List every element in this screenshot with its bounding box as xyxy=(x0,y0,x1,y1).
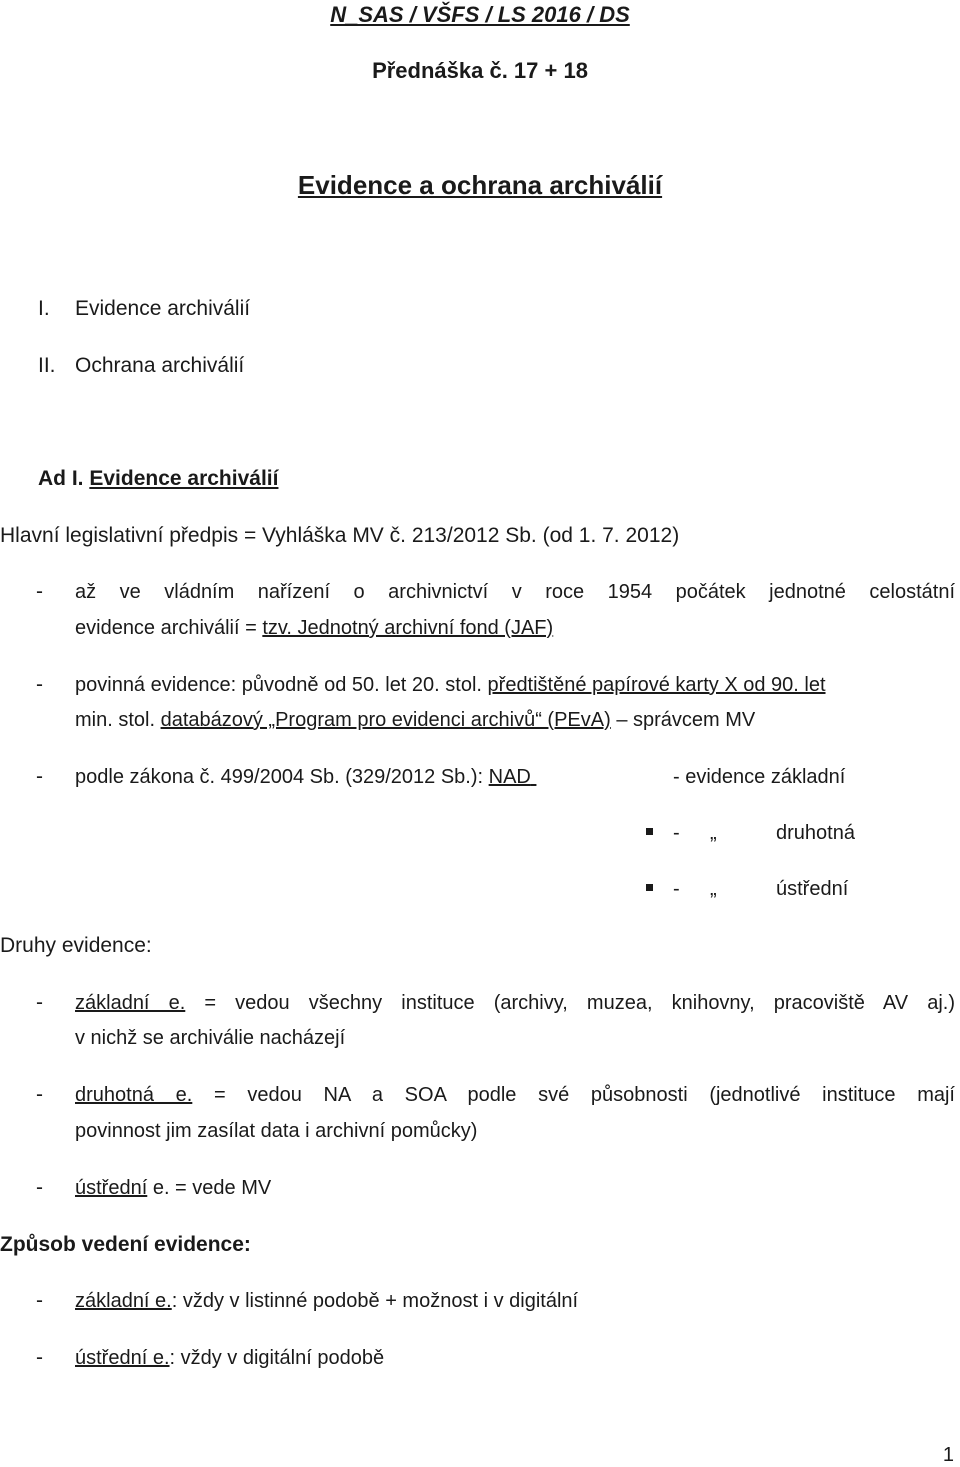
evidence-type-dash: - xyxy=(673,878,680,900)
bullet-dash: - xyxy=(36,765,43,788)
page-number: 1 xyxy=(942,1444,954,1466)
nad-underline-tail xyxy=(531,766,539,789)
item1-line2-prefix: evidence archiválií = xyxy=(75,617,263,639)
definition: = vedou NA a SOA podle své působnosti (jednotlivé instituce mají xyxy=(192,1084,955,1106)
evidence-type-row xyxy=(673,766,845,789)
evidence-type-dash: - xyxy=(673,766,680,788)
bullet-dash: - xyxy=(36,1346,43,1369)
square-bullet-icon xyxy=(646,828,653,835)
term: základní e. xyxy=(75,992,186,1014)
term: ústřední e. xyxy=(75,1347,170,1369)
section-heading-prefix: Ad I. xyxy=(38,467,84,490)
definition: : vždy v digitální podobě xyxy=(169,1347,385,1369)
lecture-number: Přednáška č. 17 + 18 xyxy=(372,58,588,83)
item2-line2 xyxy=(75,709,755,732)
nad-link[interactable]: NAD xyxy=(488,766,531,788)
course-header: N_SAS / VŠFS / LS 2016 / DS xyxy=(330,2,630,27)
definition: = vedou všechny instituce (archivy, muzea, knihovny, pracoviště AV aj.) xyxy=(185,992,955,1014)
section-heading-text: Evidence archiválií xyxy=(89,467,279,490)
preprinted-cards: předtištěné papírové karty X od 90. let xyxy=(487,674,826,696)
zpusob-heading: Způsob vedení evidence: xyxy=(0,1233,251,1256)
page-title: Evidence a ochrana archiválií xyxy=(297,170,663,200)
bullet-dash: - xyxy=(36,673,43,696)
square-bullet-icon xyxy=(646,884,653,891)
term: druhotná e. xyxy=(75,1084,193,1106)
item2-line2-prefix: min. stol. xyxy=(75,709,161,731)
evidence-type-label: druhotná xyxy=(776,822,855,844)
druhy-item-line1 xyxy=(75,1177,271,1200)
druhy-item-line1 xyxy=(75,992,955,1015)
bullet-dash: - xyxy=(36,991,43,1014)
outline-number: II. xyxy=(38,354,56,377)
outline-item: Evidence archiválií xyxy=(75,297,251,320)
druhy-heading: Druhy evidence: xyxy=(0,934,152,957)
evidence-type-label: ústřední xyxy=(776,878,849,900)
item2-line1-a: povinná evidence: původně od 50. let 20. stol. xyxy=(75,674,482,696)
bullet-dash: - xyxy=(36,1083,43,1106)
bullet-dash: - xyxy=(36,1176,43,1199)
legislation-line: Hlavní legislativní předpis = Vyhláška MV č. 213/2012 Sb. (od 1. 7. 2012) xyxy=(0,524,680,547)
evidence-type-label: evidence základní xyxy=(685,766,846,788)
ditto-mark: „ xyxy=(710,822,717,844)
item2-line2-suffix: – správcem MV xyxy=(610,709,756,731)
evidence-type-dash: - xyxy=(673,822,680,844)
druhy-item-line2: povinnost jim zasílat data i archivní pomůcky) xyxy=(75,1120,478,1142)
ditto-mark: „ xyxy=(710,878,717,900)
druhy-item-line2: v nichž se archiválie nacházejí xyxy=(75,1027,346,1049)
item3-text xyxy=(75,766,539,789)
section-heading xyxy=(38,467,278,491)
bullet-dash: - xyxy=(36,580,43,603)
item1-line2 xyxy=(75,617,553,640)
item2-line1 xyxy=(75,674,955,697)
item1-line1: až ve vládním nařízení o archivnictví v roce 1954 počátek jednotné celostátní xyxy=(75,581,955,603)
zpusob-item xyxy=(75,1290,578,1313)
peva-link[interactable]: databázový „Program pro evidenci archivů“ (PEvA) xyxy=(160,709,611,731)
item3-prefix: podle zákona č. 499/2004 Sb. (329/2012 Sb.): xyxy=(75,766,489,788)
outline-number: I. xyxy=(38,297,50,320)
jaf-link[interactable]: tzv. Jednotný archivní fond (JAF) xyxy=(262,617,554,639)
term: základní e. xyxy=(75,1290,172,1312)
druhy-item-line1 xyxy=(75,1084,955,1107)
definition: : vždy v listinné podobě + možnost i v digitální xyxy=(171,1290,579,1312)
definition: e. = vede MV xyxy=(147,1177,272,1199)
zpusob-item xyxy=(75,1347,384,1370)
term: ústřední xyxy=(75,1177,148,1199)
outline-item: Ochrana archiválií xyxy=(75,354,245,377)
bullet-dash: - xyxy=(36,1289,43,1312)
